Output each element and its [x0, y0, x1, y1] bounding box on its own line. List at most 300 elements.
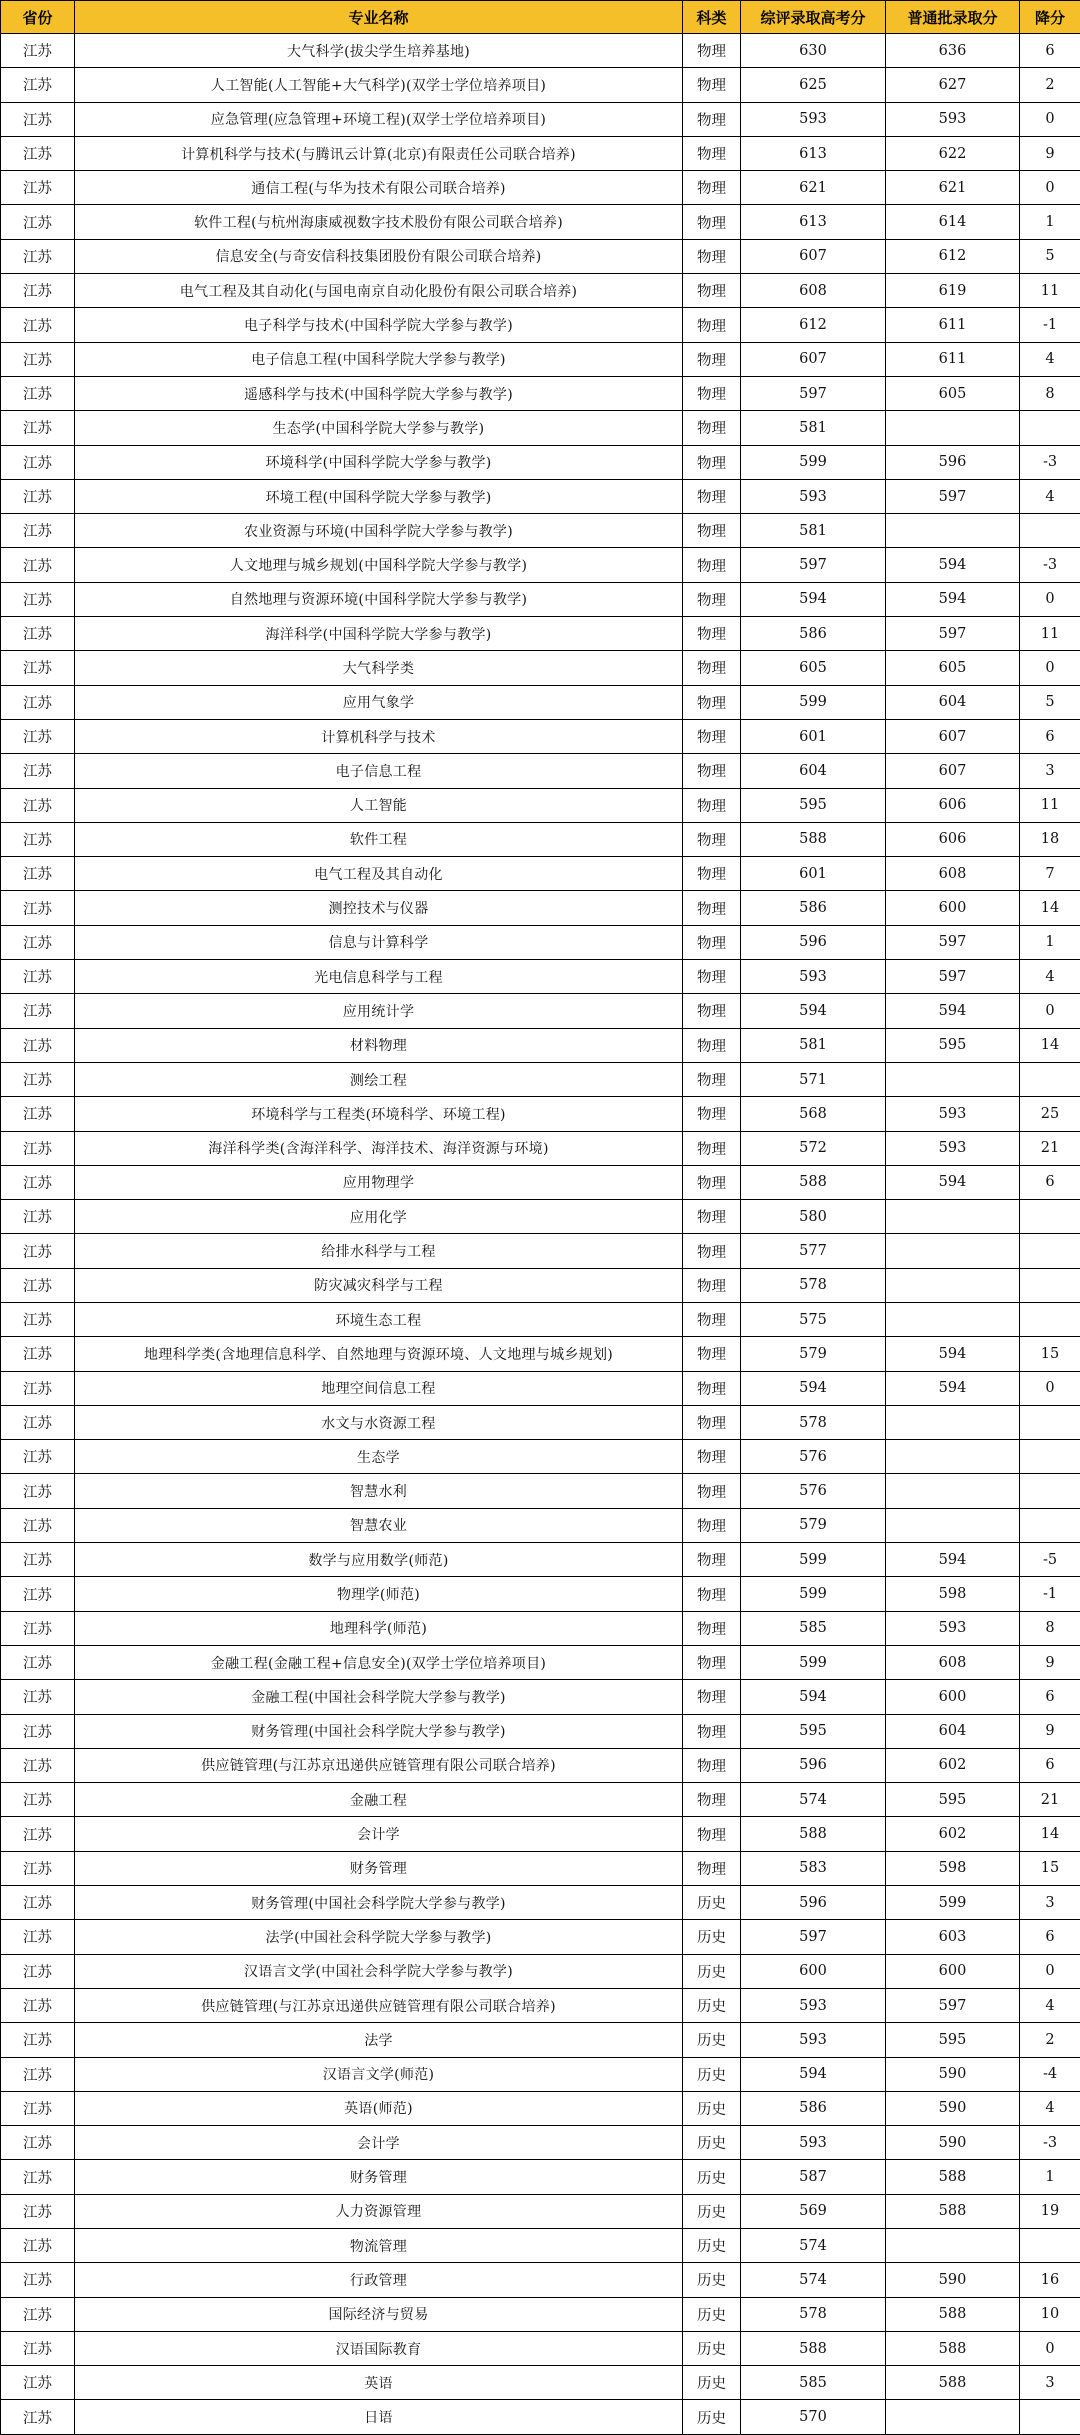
table-row — [1, 171, 1080, 205]
table-row — [1, 788, 1080, 822]
cell-major: 电子科学与技术(中国科学院大学参与教学) — [75, 308, 683, 342]
cell-regular-score: 594 — [886, 582, 1020, 616]
cell-comprehensive-score: 607 — [741, 239, 886, 273]
cell-major: 测控技术与仪器 — [75, 891, 683, 925]
table-row — [1, 1440, 1080, 1474]
cell-comprehensive-score: 593 — [741, 960, 886, 994]
cell-comprehensive-score: 576 — [741, 1440, 886, 1474]
cell-major: 应用物理学 — [75, 1165, 683, 1199]
cell-province: 江苏 — [1, 136, 75, 170]
cell-regular-score: 594 — [886, 548, 1020, 582]
table-row — [1, 376, 1080, 410]
cell-regular-score — [886, 1405, 1020, 1439]
cell-subject: 物理 — [683, 1028, 741, 1062]
cell-major: 供应链管理(与江苏京迅递供应链管理有限公司联合培养) — [75, 1988, 683, 2022]
cell-comprehensive-score: 583 — [741, 1851, 886, 1885]
table-row — [1, 1577, 1080, 1611]
cell-province: 江苏 — [1, 1028, 75, 1062]
cell-regular-score: 597 — [886, 479, 1020, 513]
cell-regular-score — [886, 1474, 1020, 1508]
cell-regular-score: 590 — [886, 2263, 1020, 2297]
cell-comprehensive-score: 588 — [741, 1817, 886, 1851]
cell-score-drop: 6 — [1020, 1920, 1080, 1954]
cell-comprehensive-score: 594 — [741, 994, 886, 1028]
cell-comprehensive-score: 599 — [741, 1577, 886, 1611]
cell-comprehensive-score: 594 — [741, 2057, 886, 2091]
cell-score-drop — [1020, 1302, 1080, 1336]
cell-subject: 物理 — [683, 308, 741, 342]
table-row — [1, 342, 1080, 376]
cell-province: 江苏 — [1, 685, 75, 719]
cell-subject: 历史 — [683, 1988, 741, 2022]
cell-subject: 历史 — [683, 2263, 741, 2297]
cell-regular-score: 602 — [886, 1817, 1020, 1851]
cell-province: 江苏 — [1, 891, 75, 925]
table-row — [1, 1234, 1080, 1268]
cell-major: 物流管理 — [75, 2229, 683, 2263]
cell-regular-score: 605 — [886, 651, 1020, 685]
cell-subject: 物理 — [683, 274, 741, 308]
table-row — [1, 1028, 1080, 1062]
cell-subject: 物理 — [683, 479, 741, 513]
cell-province: 江苏 — [1, 342, 75, 376]
cell-major: 海洋科学(中国科学院大学参与教学) — [75, 617, 683, 651]
cell-subject: 历史 — [683, 2126, 741, 2160]
cell-regular-score: 596 — [886, 445, 1020, 479]
cell-regular-score — [886, 2229, 1020, 2263]
cell-regular-score: 588 — [886, 2297, 1020, 2331]
cell-subject: 物理 — [683, 1268, 741, 1302]
cell-comprehensive-score: 570 — [741, 2400, 886, 2434]
cell-subject: 物理 — [683, 514, 741, 548]
cell-subject: 物理 — [683, 1131, 741, 1165]
cell-regular-score: 593 — [886, 1097, 1020, 1131]
cell-score-drop: 9 — [1020, 136, 1080, 170]
cell-province: 江苏 — [1, 2091, 75, 2125]
cell-score-drop: 0 — [1020, 2331, 1080, 2365]
cell-province: 江苏 — [1, 1200, 75, 1234]
table-row — [1, 2229, 1080, 2263]
cell-major: 通信工程(与华为技术有限公司联合培养) — [75, 171, 683, 205]
table-row — [1, 514, 1080, 548]
cell-comprehensive-score: 612 — [741, 308, 886, 342]
cell-major: 财务管理 — [75, 2160, 683, 2194]
cell-comprehensive-score: 588 — [741, 822, 886, 856]
cell-score-drop: 3 — [1020, 2366, 1080, 2400]
cell-major: 电气工程及其自动化(与国电南京自动化股份有限公司联合培养) — [75, 274, 683, 308]
cell-major: 财务管理 — [75, 1851, 683, 1885]
cell-subject: 物理 — [683, 548, 741, 582]
table-row — [1, 1748, 1080, 1782]
cell-score-drop: 18 — [1020, 822, 1080, 856]
cell-subject: 历史 — [683, 2297, 741, 2331]
cell-comprehensive-score: 574 — [741, 2263, 886, 2297]
cell-regular-score: 611 — [886, 308, 1020, 342]
cell-major: 应用统计学 — [75, 994, 683, 1028]
cell-comprehensive-score: 587 — [741, 2160, 886, 2194]
cell-regular-score: 599 — [886, 1886, 1020, 1920]
cell-province: 江苏 — [1, 1131, 75, 1165]
cell-score-drop: 8 — [1020, 1611, 1080, 1645]
cell-score-drop — [1020, 2229, 1080, 2263]
cell-score-drop: 6 — [1020, 34, 1080, 68]
table-row — [1, 2194, 1080, 2228]
cell-subject: 物理 — [683, 651, 741, 685]
cell-major: 财务管理(中国社会科学院大学参与教学) — [75, 1886, 683, 1920]
table-row — [1, 2160, 1080, 2194]
cell-score-drop: 1 — [1020, 205, 1080, 239]
cell-subject: 物理 — [683, 1817, 741, 1851]
cell-regular-score: 594 — [886, 994, 1020, 1028]
cell-score-drop — [1020, 1200, 1080, 1234]
cell-subject: 物理 — [683, 582, 741, 616]
cell-subject: 物理 — [683, 205, 741, 239]
cell-major: 英语 — [75, 2366, 683, 2400]
cell-score-drop: 7 — [1020, 857, 1080, 891]
cell-regular-score — [886, 2400, 1020, 2434]
cell-comprehensive-score: 594 — [741, 582, 886, 616]
cell-subject: 历史 — [683, 1954, 741, 1988]
cell-score-drop: 0 — [1020, 994, 1080, 1028]
cell-regular-score: 590 — [886, 2057, 1020, 2091]
cell-regular-score: 606 — [886, 822, 1020, 856]
cell-regular-score: 604 — [886, 1714, 1020, 1748]
cell-regular-score: 595 — [886, 1028, 1020, 1062]
cell-major: 光电信息科学与工程 — [75, 960, 683, 994]
cell-province: 江苏 — [1, 1645, 75, 1679]
cell-subject: 物理 — [683, 1200, 741, 1234]
cell-regular-score: 588 — [886, 2331, 1020, 2365]
cell-subject: 物理 — [683, 925, 741, 959]
cell-subject: 历史 — [683, 2057, 741, 2091]
cell-score-drop — [1020, 411, 1080, 445]
cell-regular-score: 608 — [886, 857, 1020, 891]
cell-major: 人工智能 — [75, 788, 683, 822]
cell-major: 电气工程及其自动化 — [75, 857, 683, 891]
cell-major: 信息安全(与奇安信科技集团股份有限公司联合培养) — [75, 239, 683, 273]
cell-major: 防灾减灾科学与工程 — [75, 1268, 683, 1302]
table-header — [1, 1, 1080, 34]
cell-score-drop — [1020, 1508, 1080, 1542]
table-row — [1, 2263, 1080, 2297]
cell-comprehensive-score: 585 — [741, 2366, 886, 2400]
cell-subject: 历史 — [683, 2400, 741, 2434]
cell-province: 江苏 — [1, 171, 75, 205]
cell-score-drop: 6 — [1020, 719, 1080, 753]
cell-province: 江苏 — [1, 2331, 75, 2365]
table-row — [1, 1131, 1080, 1165]
table-row — [1, 205, 1080, 239]
cell-regular-score: 595 — [886, 2023, 1020, 2057]
cell-subject: 历史 — [683, 1886, 741, 1920]
cell-comprehensive-score: 608 — [741, 274, 886, 308]
cell-comprehensive-score: 593 — [741, 1988, 886, 2022]
cell-subject: 物理 — [683, 1337, 741, 1371]
cell-score-drop: 1 — [1020, 2160, 1080, 2194]
cell-subject: 历史 — [683, 2366, 741, 2400]
cell-province: 江苏 — [1, 1337, 75, 1371]
cell-score-drop: 0 — [1020, 102, 1080, 136]
cell-comprehensive-score: 577 — [741, 1234, 886, 1268]
cell-score-drop: 11 — [1020, 617, 1080, 651]
cell-province: 江苏 — [1, 548, 75, 582]
cell-subject: 物理 — [683, 1543, 741, 1577]
cell-major: 人力资源管理 — [75, 2194, 683, 2228]
cell-comprehensive-score: 607 — [741, 342, 886, 376]
cell-major: 大气科学(拔尖学生培养基地) — [75, 34, 683, 68]
cell-province: 江苏 — [1, 1886, 75, 1920]
cell-score-drop: 11 — [1020, 274, 1080, 308]
cell-subject: 物理 — [683, 994, 741, 1028]
cell-major: 自然地理与资源环境(中国科学院大学参与教学) — [75, 582, 683, 616]
table-row — [1, 308, 1080, 342]
cell-score-drop: 5 — [1020, 685, 1080, 719]
cell-subject: 物理 — [683, 857, 741, 891]
cell-province: 江苏 — [1, 1714, 75, 1748]
cell-comprehensive-score: 625 — [741, 68, 886, 102]
table-row — [1, 685, 1080, 719]
cell-regular-score: 588 — [886, 2194, 1020, 2228]
cell-major: 地理科学类(含地理信息科学、自然地理与资源环境、人文地理与城乡规划) — [75, 1337, 683, 1371]
cell-subject: 物理 — [683, 1440, 741, 1474]
cell-province: 江苏 — [1, 1302, 75, 1336]
cell-score-drop — [1020, 1440, 1080, 1474]
cell-comprehensive-score: 630 — [741, 34, 886, 68]
table-row — [1, 994, 1080, 1028]
cell-province: 江苏 — [1, 514, 75, 548]
cell-regular-score — [886, 411, 1020, 445]
cell-regular-score — [886, 1200, 1020, 1234]
cell-subject: 物理 — [683, 788, 741, 822]
cell-major: 大气科学类 — [75, 651, 683, 685]
cell-comprehensive-score: 588 — [741, 1165, 886, 1199]
cell-province: 江苏 — [1, 102, 75, 136]
cell-score-drop: 0 — [1020, 582, 1080, 616]
table-row — [1, 411, 1080, 445]
cell-regular-score: 590 — [886, 2126, 1020, 2160]
cell-province: 江苏 — [1, 2160, 75, 2194]
table-row — [1, 1611, 1080, 1645]
cell-regular-score: 622 — [886, 136, 1020, 170]
cell-comprehensive-score: 597 — [741, 376, 886, 410]
cell-score-drop: 0 — [1020, 1954, 1080, 1988]
cell-major: 电子信息工程 — [75, 754, 683, 788]
cell-comprehensive-score: 581 — [741, 514, 886, 548]
cell-comprehensive-score: 597 — [741, 548, 886, 582]
cell-major: 行政管理 — [75, 2263, 683, 2297]
cell-subject: 历史 — [683, 2160, 741, 2194]
cell-score-drop: 0 — [1020, 171, 1080, 205]
cell-regular-score: 636 — [886, 34, 1020, 68]
cell-regular-score: 598 — [886, 1577, 1020, 1611]
cell-regular-score: 608 — [886, 1645, 1020, 1679]
cell-score-drop: 0 — [1020, 1371, 1080, 1405]
table-row — [1, 651, 1080, 685]
cell-province: 江苏 — [1, 1851, 75, 1885]
cell-score-drop — [1020, 1268, 1080, 1302]
cell-major: 信息与计算科学 — [75, 925, 683, 959]
table-row — [1, 2126, 1080, 2160]
table-row — [1, 719, 1080, 753]
cell-province: 江苏 — [1, 34, 75, 68]
cell-subject: 物理 — [683, 1645, 741, 1679]
cell-major: 会计学 — [75, 1817, 683, 1851]
cell-regular-score: 607 — [886, 754, 1020, 788]
cell-province: 江苏 — [1, 1988, 75, 2022]
cell-regular-score: 611 — [886, 342, 1020, 376]
cell-subject: 物理 — [683, 617, 741, 651]
table-row — [1, 136, 1080, 170]
cell-subject: 物理 — [683, 1783, 741, 1817]
table-body — [1, 34, 1080, 2435]
cell-subject: 历史 — [683, 2091, 741, 2125]
cell-province: 江苏 — [1, 68, 75, 102]
table-row — [1, 1920, 1080, 1954]
table-row — [1, 1988, 1080, 2022]
cell-regular-score: 594 — [886, 1337, 1020, 1371]
cell-major: 电子信息工程(中国科学院大学参与教学) — [75, 342, 683, 376]
cell-comprehensive-score: 574 — [741, 1783, 886, 1817]
table-row — [1, 1645, 1080, 1679]
cell-score-drop: 4 — [1020, 342, 1080, 376]
cell-major: 环境工程(中国科学院大学参与教学) — [75, 479, 683, 513]
cell-regular-score: 627 — [886, 68, 1020, 102]
cell-major: 数学与应用数学(师范) — [75, 1543, 683, 1577]
cell-regular-score: 597 — [886, 1988, 1020, 2022]
cell-province: 江苏 — [1, 1474, 75, 1508]
cell-subject: 物理 — [683, 754, 741, 788]
table-row — [1, 960, 1080, 994]
cell-province: 江苏 — [1, 1371, 75, 1405]
cell-province: 江苏 — [1, 376, 75, 410]
cell-subject: 物理 — [683, 1714, 741, 1748]
cell-subject: 物理 — [683, 1851, 741, 1885]
cell-province: 江苏 — [1, 1920, 75, 1954]
cell-major: 汉语国际教育 — [75, 2331, 683, 2365]
cell-regular-score — [886, 1440, 1020, 1474]
cell-comprehensive-score: 605 — [741, 651, 886, 685]
table-row — [1, 445, 1080, 479]
cell-score-drop: 2 — [1020, 2023, 1080, 2057]
cell-major: 地理空间信息工程 — [75, 1371, 683, 1405]
cell-score-drop: 4 — [1020, 2091, 1080, 2125]
cell-regular-score: 597 — [886, 617, 1020, 651]
cell-province: 江苏 — [1, 411, 75, 445]
cell-subject: 物理 — [683, 239, 741, 273]
cell-score-drop: 3 — [1020, 754, 1080, 788]
cell-score-drop: 5 — [1020, 239, 1080, 273]
cell-province: 江苏 — [1, 1097, 75, 1131]
cell-comprehensive-score: 579 — [741, 1508, 886, 1542]
cell-comprehensive-score: 594 — [741, 1371, 886, 1405]
header-province: 省份 — [1, 1, 75, 34]
cell-regular-score: 594 — [886, 1543, 1020, 1577]
cell-comprehensive-score: 596 — [741, 1748, 886, 1782]
table-row — [1, 925, 1080, 959]
table-row — [1, 617, 1080, 651]
cell-subject: 历史 — [683, 2229, 741, 2263]
cell-comprehensive-score: 600 — [741, 1954, 886, 1988]
cell-score-drop: -1 — [1020, 308, 1080, 342]
cell-regular-score: 598 — [886, 1851, 1020, 1885]
cell-province: 江苏 — [1, 857, 75, 891]
header-regular-score: 普通批录取分 — [886, 1, 1020, 34]
cell-subject: 物理 — [683, 891, 741, 925]
table-row — [1, 1886, 1080, 1920]
cell-subject: 物理 — [683, 1302, 741, 1336]
cell-comprehensive-score: 597 — [741, 1920, 886, 1954]
cell-regular-score: 612 — [886, 239, 1020, 273]
cell-major: 智慧水利 — [75, 1474, 683, 1508]
cell-regular-score: 588 — [886, 2366, 1020, 2400]
cell-comprehensive-score: 586 — [741, 891, 886, 925]
cell-regular-score: 600 — [886, 1680, 1020, 1714]
cell-province: 江苏 — [1, 1062, 75, 1096]
cell-comprehensive-score: 593 — [741, 102, 886, 136]
cell-subject: 物理 — [683, 822, 741, 856]
cell-regular-score: 602 — [886, 1748, 1020, 1782]
cell-province: 江苏 — [1, 2297, 75, 2331]
table-row — [1, 2366, 1080, 2400]
cell-regular-score: 597 — [886, 960, 1020, 994]
cell-score-drop: -3 — [1020, 548, 1080, 582]
cell-major: 给排水科学与工程 — [75, 1234, 683, 1268]
cell-score-drop: 6 — [1020, 1680, 1080, 1714]
cell-score-drop: -1 — [1020, 1577, 1080, 1611]
cell-major: 测绘工程 — [75, 1062, 683, 1096]
cell-province: 江苏 — [1, 1783, 75, 1817]
cell-comprehensive-score: 586 — [741, 2091, 886, 2125]
cell-comprehensive-score: 578 — [741, 1405, 886, 1439]
cell-score-drop — [1020, 514, 1080, 548]
cell-comprehensive-score: 593 — [741, 2023, 886, 2057]
cell-comprehensive-score: 596 — [741, 925, 886, 959]
cell-comprehensive-score: 621 — [741, 171, 886, 205]
cell-province: 江苏 — [1, 479, 75, 513]
cell-major: 应急管理(应急管理+环境工程)(双学士学位培养项目) — [75, 102, 683, 136]
cell-province: 江苏 — [1, 617, 75, 651]
cell-comprehensive-score: 594 — [741, 1680, 886, 1714]
cell-regular-score: 594 — [886, 1371, 1020, 1405]
cell-subject: 历史 — [683, 2023, 741, 2057]
cell-regular-score: 600 — [886, 1954, 1020, 1988]
cell-province: 江苏 — [1, 239, 75, 273]
cell-regular-score: 590 — [886, 2091, 1020, 2125]
cell-score-drop: 14 — [1020, 1817, 1080, 1851]
cell-comprehensive-score: 574 — [741, 2229, 886, 2263]
table-row — [1, 1405, 1080, 1439]
cell-score-drop: 10 — [1020, 2297, 1080, 2331]
cell-subject: 物理 — [683, 719, 741, 753]
header-comprehensive-score: 综评录取高考分 — [741, 1, 886, 34]
table-row — [1, 548, 1080, 582]
cell-regular-score: 614 — [886, 205, 1020, 239]
cell-regular-score: 621 — [886, 171, 1020, 205]
cell-comprehensive-score: 599 — [741, 445, 886, 479]
table-row — [1, 1543, 1080, 1577]
cell-subject: 物理 — [683, 411, 741, 445]
cell-province: 江苏 — [1, 788, 75, 822]
cell-major: 应用气象学 — [75, 685, 683, 719]
table-row — [1, 857, 1080, 891]
cell-regular-score: 593 — [886, 102, 1020, 136]
table-row — [1, 1508, 1080, 1542]
cell-province: 江苏 — [1, 2126, 75, 2160]
cell-comprehensive-score: 576 — [741, 1474, 886, 1508]
cell-province: 江苏 — [1, 582, 75, 616]
table-row — [1, 102, 1080, 136]
cell-comprehensive-score: 593 — [741, 479, 886, 513]
